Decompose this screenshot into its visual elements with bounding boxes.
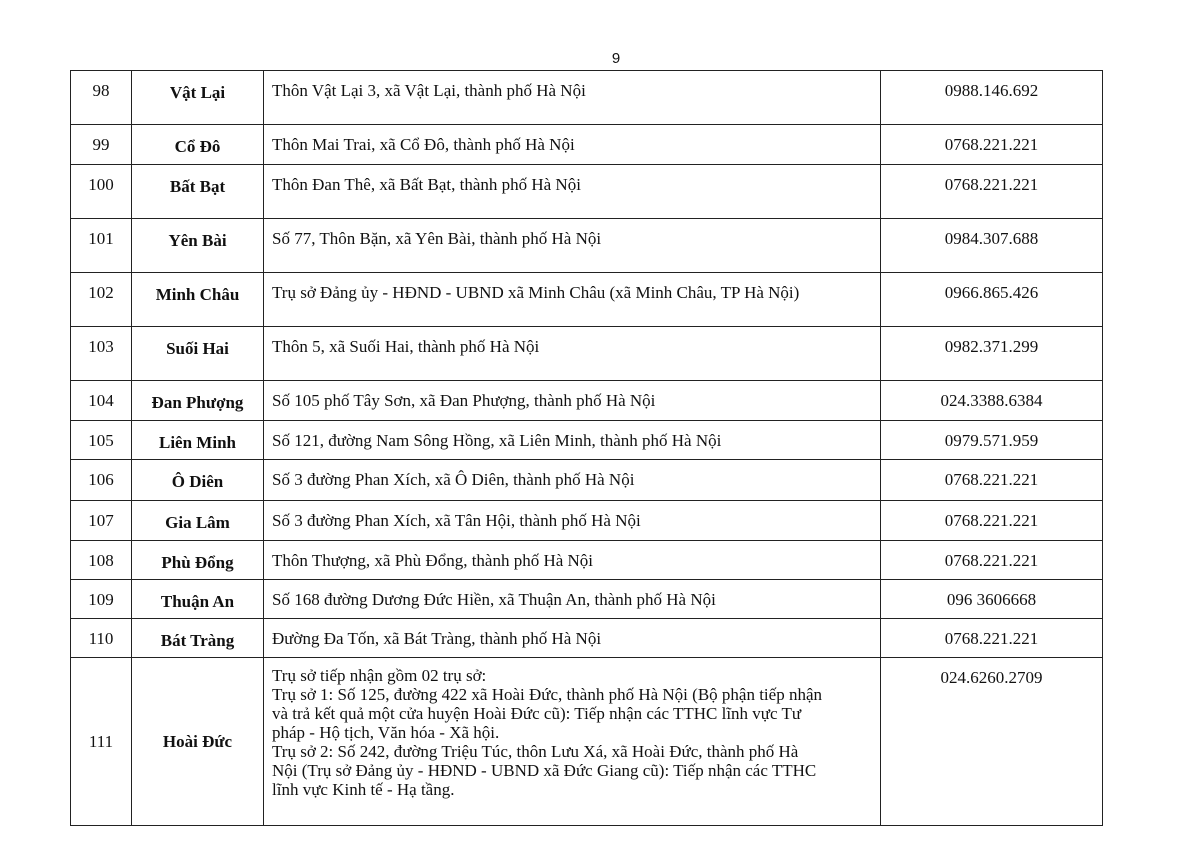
address: Trụ sở Đảng ủy - HĐND - UBND xã Minh Châu (xã Minh Châu, TP Hà Nội)	[264, 273, 881, 327]
commune-name: Liên Minh	[132, 421, 264, 460]
commune-name: Gia Lâm	[132, 501, 264, 541]
table-row	[71, 580, 1103, 619]
row-number: 109	[71, 580, 132, 619]
phone-number: 0768.221.221	[881, 460, 1103, 501]
address-line: Trụ sở 2: Số 242, đường Triệu Túc, thôn Lưu Xá, xã Hoài Đức, thành phố Hà	[272, 742, 799, 761]
row-number: 103	[71, 327, 132, 381]
commune-name: Minh Châu	[132, 273, 264, 327]
phone-number: 0966.865.426	[881, 273, 1103, 327]
address	[264, 658, 881, 826]
table-row	[71, 619, 1103, 658]
commune-name: Bát Tràng	[132, 619, 264, 658]
commune-name: Suối Hai	[132, 327, 264, 381]
row-number: 107	[71, 501, 132, 541]
address-line: pháp - Hộ tịch, Văn hóa - Xã hội.	[272, 723, 500, 742]
phone-number: 0982.371.299	[881, 327, 1103, 381]
row-number: 104	[71, 381, 132, 421]
row-number: 101	[71, 219, 132, 273]
commune-name: Ô Diên	[132, 460, 264, 501]
address-line: lĩnh vực Kinh tế - Hạ tầng.	[272, 780, 455, 799]
row-number: 108	[71, 541, 132, 580]
phone-number: 0768.221.221	[881, 125, 1103, 165]
table-row	[71, 658, 1103, 826]
table-row	[71, 421, 1103, 460]
address: Số 3 đường Phan Xích, xã Ô Diên, thành phố Hà Nội	[264, 460, 881, 501]
row-number: 110	[71, 619, 132, 658]
row-number: 105	[71, 421, 132, 460]
row-number: 100	[71, 165, 132, 219]
row-number: 98	[71, 71, 132, 125]
commune-name: Cổ Đô	[132, 125, 264, 165]
address: Thôn Đan Thê, xã Bất Bạt, thành phố Hà Nội	[264, 165, 881, 219]
commune-name: Phù Đổng	[132, 541, 264, 580]
address: Thôn Mai Trai, xã Cổ Đô, thành phố Hà Nội	[264, 125, 881, 165]
table-row	[71, 219, 1103, 273]
address-line: Nội (Trụ sở Đảng ủy - HĐND - UBND xã Đức Giang cũ): Tiếp nhận các TTHC	[272, 761, 817, 780]
phone-number: 0979.571.959	[881, 421, 1103, 460]
page-number: 9	[611, 50, 621, 67]
address-line: Trụ sở 1: Số 125, đường 422 xã Hoài Đức, thành phố Hà Nội (Bộ phận tiếp nhận	[272, 685, 822, 704]
commune-name: Vật Lại	[132, 71, 264, 125]
address: Số 3 đường Phan Xích, xã Tân Hội, thành phố Hà Nội	[264, 501, 881, 541]
address: Số 77, Thôn Bặn, xã Yên Bài, thành phố Hà Nội	[264, 219, 881, 273]
table-row	[71, 71, 1103, 125]
phone-number: 024.3388.6384	[881, 381, 1103, 421]
commune-name: Bất Bạt	[132, 165, 264, 219]
phone-number: 0768.221.221	[881, 501, 1103, 541]
table-row	[71, 327, 1103, 381]
table-row	[71, 460, 1103, 501]
table-row	[71, 125, 1103, 165]
commune-name: Yên Bài	[132, 219, 264, 273]
table-row	[71, 541, 1103, 580]
phone-number: 0768.221.221	[881, 541, 1103, 580]
phone-number: 0988.146.692	[881, 71, 1103, 125]
address: Thôn 5, xã Suối Hai, thành phố Hà Nội	[264, 327, 881, 381]
address: Số 121, đường Nam Sông Hồng, xã Liên Minh, thành phố Hà Nội	[264, 421, 881, 460]
table-row	[71, 273, 1103, 327]
phone-number: 096 3606668	[881, 580, 1103, 619]
address: Đường Đa Tốn, xã Bát Tràng, thành phố Hà Nội	[264, 619, 881, 658]
row-number: 106	[71, 460, 132, 501]
table-row	[71, 501, 1103, 541]
phone-number: 0768.221.221	[881, 619, 1103, 658]
row-number: 111	[71, 658, 132, 826]
table-row	[71, 381, 1103, 421]
commune-name: Đan Phượng	[132, 381, 264, 421]
phone-number: 0984.307.688	[881, 219, 1103, 273]
table-row	[71, 165, 1103, 219]
address: Thôn Vật Lại 3, xã Vật Lại, thành phố Hà Nội	[264, 71, 881, 125]
address: Số 105 phố Tây Sơn, xã Đan Phượng, thành phố Hà Nội	[264, 381, 881, 421]
address-line: và trả kết quả một cửa huyện Hoài Đức cũ): Tiếp nhận các TTHC lĩnh vực Tư	[272, 704, 802, 723]
address: Số 168 đường Dương Đức Hiền, xã Thuận An, thành phố Hà Nội	[264, 580, 881, 619]
phone-number: 0768.221.221	[881, 165, 1103, 219]
commune-name: Thuận An	[132, 580, 264, 619]
address: Thôn Thượng, xã Phù Đổng, thành phố Hà Nội	[264, 541, 881, 580]
row-number: 99	[71, 125, 132, 165]
commune-name: Hoài Đức	[132, 658, 264, 826]
office-table	[70, 70, 1103, 826]
phone-number: 024.6260.2709	[881, 658, 1103, 826]
address-line: Trụ sở tiếp nhận gồm 02 trụ sở:	[272, 666, 487, 685]
row-number: 102	[71, 273, 132, 327]
